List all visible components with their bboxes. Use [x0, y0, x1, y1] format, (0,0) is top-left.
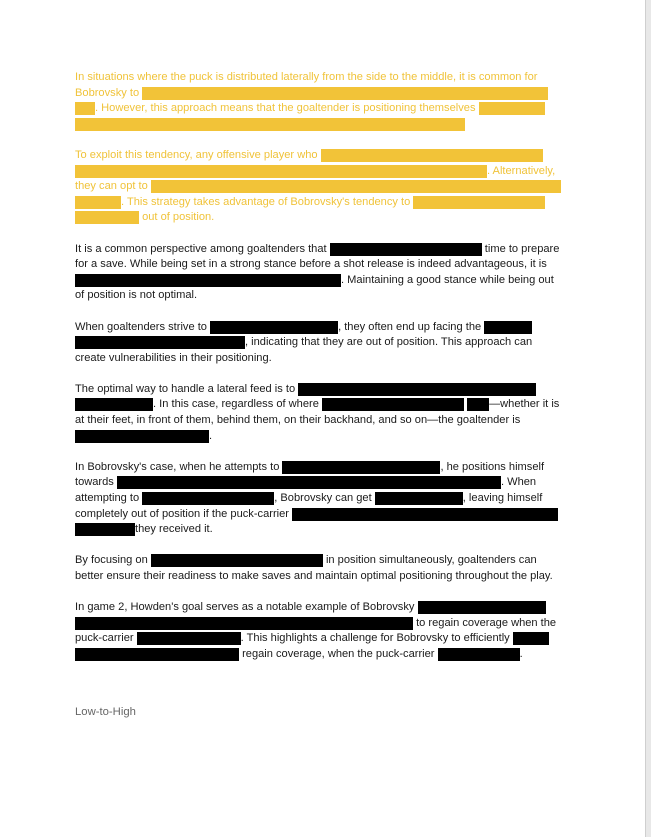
paragraph-text: In Bobrovsky's case, when he attempts to	[75, 460, 280, 473]
redaction-bar	[75, 398, 153, 411]
paragraph-text: out of position.	[142, 211, 215, 224]
paragraph-text: The optimal way to handle a lateral feed is to	[75, 382, 296, 395]
redaction-bar	[467, 398, 489, 411]
redaction-bar	[75, 430, 209, 443]
redaction-bar	[75, 211, 139, 224]
redaction-bar	[210, 321, 338, 334]
paragraph-text: . Alternatively, they can opt to	[75, 164, 556, 193]
paragraph-text: .	[209, 429, 213, 442]
paragraph-text: to regain coverage when the puck-carrier	[75, 616, 557, 645]
redaction-bar	[298, 383, 536, 396]
redaction-bar	[418, 601, 546, 614]
redaction-bar	[117, 476, 501, 489]
paragraph-text: In situations where the puck is distributed laterally from the side to the middle, it is common for Bobrovsky to	[75, 71, 538, 99]
paragraph-text: . In this case, regardless of where	[153, 398, 319, 411]
redaction-bar	[151, 554, 323, 567]
paragraph-text: , leaving himself completely out of position if the puck-carrier	[75, 492, 543, 520]
paragraph-text: To exploit this tendency, any offensive player who	[75, 148, 318, 161]
redaction-bar	[75, 102, 95, 115]
paragraph-8	[75, 600, 565, 662]
redaction-bar	[330, 243, 482, 256]
paragraph-text: . This highlights a challenge for Bobrovsky to efficiently	[240, 632, 510, 645]
redaction-bar	[479, 102, 545, 115]
redaction-bar	[75, 274, 341, 287]
paragraph-text: . Maintaining a good stance while being out of position is not optimal.	[75, 273, 554, 302]
paragraph-text: regain coverage, when the puck-carrier	[242, 647, 435, 660]
document-body	[75, 70, 565, 678]
redaction-bar	[413, 196, 545, 209]
paragraph-text: , Bobrovsky can get	[274, 492, 372, 505]
redaction-bar	[151, 180, 561, 193]
redaction-bar	[438, 648, 520, 661]
footer-label: Low-to-High	[75, 706, 136, 718]
page-edge	[645, 0, 651, 837]
redaction-bar	[75, 617, 413, 630]
paragraph-text: . When attempting to	[75, 476, 537, 505]
redaction-bar	[484, 321, 532, 334]
paragraph-3	[75, 242, 565, 304]
paragraph-text: When goaltenders strive to	[75, 320, 207, 333]
redaction-bar	[142, 87, 548, 100]
paragraph-6	[75, 460, 565, 538]
paragraph-4	[75, 320, 565, 367]
redaction-bar	[292, 508, 558, 521]
paragraph-text: time to prepare for a save. While being set in a strong stance before a shot release is indeed advantageous, it is	[75, 242, 560, 271]
paragraph-text: . However, this approach means that the goaltender is positioning themselves	[95, 102, 476, 115]
paragraph-highlighted-2	[75, 148, 565, 226]
redaction-bar	[375, 492, 463, 505]
redaction-bar	[142, 492, 274, 505]
paragraph-text: , he positions himself towards	[75, 460, 545, 489]
paragraph-text: , indicating that they are out of position. This approach can create vulnerabilities in their positioning.	[75, 336, 533, 364]
paragraph-text: they received it.	[135, 523, 213, 536]
redaction-bar	[75, 523, 135, 536]
paragraph-7	[75, 553, 565, 584]
redaction-bar	[322, 398, 464, 411]
paragraph-text: —whether it is at their feet, in front of them, behind them, on their backhand, and so on—the goaltender is	[75, 398, 560, 427]
paragraph-text: , they often end up facing the	[338, 320, 482, 333]
redaction-bar	[75, 648, 239, 661]
redaction-bar	[513, 632, 549, 645]
redaction-bar	[75, 118, 465, 131]
redaction-bar	[321, 149, 543, 162]
paragraph-text: .	[519, 647, 523, 660]
paragraph-highlighted-1	[75, 70, 565, 132]
paragraph-5	[75, 382, 565, 444]
redaction-bar	[75, 196, 121, 209]
paragraph-text: In game 2, Howden's goal serves as a notable example of Bobrovsky	[75, 601, 415, 614]
paragraph-text: By focusing on	[75, 554, 148, 567]
redaction-bar	[282, 461, 440, 474]
redaction-bar	[75, 165, 487, 178]
redaction-bar	[137, 632, 241, 645]
paragraph-text: It is a common perspective among goaltenders that	[75, 242, 327, 255]
redaction-bar	[75, 336, 245, 349]
paragraph-text: in position simultaneously, goaltenders can better ensure their readiness to make saves and maintain optimal positioning throughout the play.	[75, 554, 553, 582]
paragraph-text: . This strategy takes advantage of Bobrovsky's tendency to	[121, 195, 411, 208]
